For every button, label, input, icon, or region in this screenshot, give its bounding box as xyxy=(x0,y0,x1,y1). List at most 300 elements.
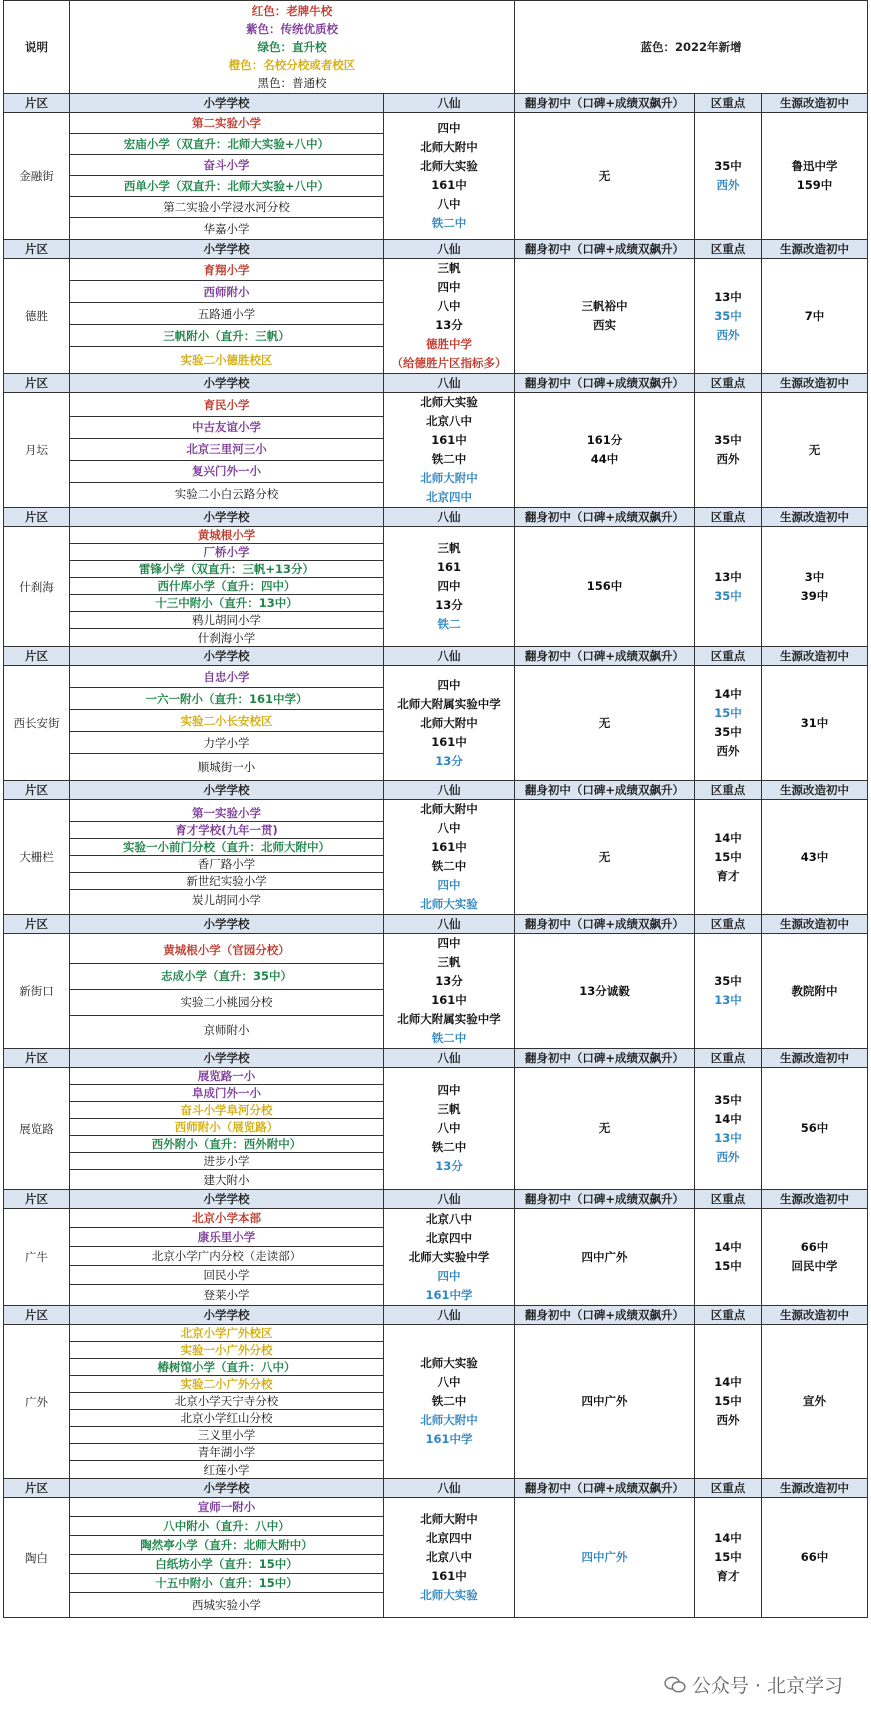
zhongdian-item: 35中 xyxy=(714,433,742,447)
gaizao-item: 回民中学 xyxy=(791,1259,838,1273)
school-item: 西师附小（展览路） xyxy=(70,1119,383,1136)
column-header: 片区 xyxy=(4,647,70,666)
gaizao-cell xyxy=(762,1209,868,1306)
school-item: 北京小学红山分校 xyxy=(70,1410,383,1427)
school-item: 顺城街一小 xyxy=(197,760,256,774)
baxian-item: 四中 xyxy=(437,677,461,692)
wechat-icon xyxy=(664,1676,686,1694)
zhongdian-item: 13中 xyxy=(714,993,742,1007)
column-header: 片区 xyxy=(4,781,70,800)
school-item: 实验一小前门分校（直升：北师大附中） xyxy=(70,839,383,856)
baxian-item: 161中 xyxy=(431,433,467,447)
district-name: 广外 xyxy=(4,1325,70,1479)
zhongdian-item: 14中 xyxy=(714,830,742,845)
school-item: 自忠小学 xyxy=(70,666,383,688)
gaizao-cell xyxy=(762,934,868,1049)
zhongdian-item: 育才 xyxy=(716,868,740,883)
zhongdian-item: 西外 xyxy=(716,1149,740,1164)
school-item: 第一实验小学 xyxy=(70,805,383,822)
baxian-item: 北京四中 xyxy=(426,1531,472,1545)
column-header: 区重点 xyxy=(695,915,762,934)
column-header: 八仙 xyxy=(384,1049,515,1068)
school-item: 实验二小长安校区 xyxy=(70,710,383,732)
column-header: 生源改造初中 xyxy=(762,915,868,934)
gaizao-item: 159中 xyxy=(796,178,833,192)
district-row xyxy=(4,1209,868,1306)
column-header: 八仙 xyxy=(384,508,515,527)
column-header: 八仙 xyxy=(384,1306,515,1325)
section-header-row xyxy=(4,94,868,113)
fanshen-item: 四中广外 xyxy=(581,1550,628,1564)
school-item: 阜成门外一小 xyxy=(70,1085,383,1102)
fanshen-cell xyxy=(515,1068,695,1190)
column-header: 区重点 xyxy=(695,1306,762,1325)
school-item: 新世纪实验小学 xyxy=(70,873,383,890)
column-header: 片区 xyxy=(4,1306,70,1325)
column-header: 翻身初中（口碑+成绩双飙升） xyxy=(515,1306,695,1325)
school-item: 西单小学（双直升：北师大实验+八中） xyxy=(70,176,383,197)
column-header: 片区 xyxy=(4,1479,70,1498)
baxian-cell xyxy=(384,527,515,647)
fanshen-item: 西实 xyxy=(593,318,616,332)
school-list xyxy=(70,934,384,1049)
gaizao-cell xyxy=(762,1068,868,1190)
column-header: 八仙 xyxy=(384,781,515,800)
school-item: 三义里小学 xyxy=(70,1427,383,1444)
gaizao-item: 7中 xyxy=(804,308,825,323)
baxian-item: 四中 xyxy=(437,936,461,950)
gaizao-item: 66中 xyxy=(800,1240,829,1254)
section-header-row xyxy=(4,915,868,934)
fanshen-cell xyxy=(515,934,695,1049)
column-header: 区重点 xyxy=(695,240,762,259)
gaizao-item: 鲁迅中学 xyxy=(791,159,838,173)
baxian-item: 北师大附属实验中学 xyxy=(397,1012,501,1026)
gaizao-cell xyxy=(762,393,868,508)
school-item: 奋斗小学阜河分校 xyxy=(70,1102,383,1119)
zhongdian-item: 15中 xyxy=(714,1394,742,1408)
fanshen-cell xyxy=(515,1209,695,1306)
column-header: 片区 xyxy=(4,915,70,934)
school-item: 育民小学 xyxy=(70,395,383,417)
column-header: 八仙 xyxy=(384,915,515,934)
column-header: 生源改造初中 xyxy=(762,1049,868,1068)
baxian-item: 四中 xyxy=(437,121,461,135)
school-list xyxy=(70,113,384,240)
school-item: 西外附小（直升：西外附中） xyxy=(70,1136,383,1153)
zhongdian-cell xyxy=(695,527,762,647)
legend-green: 绿色：直升校 xyxy=(257,40,327,54)
district-row xyxy=(4,1068,868,1190)
fanshen-cell xyxy=(515,1325,695,1479)
school-item: 十五中附小（直升：15中） xyxy=(70,1574,383,1593)
school-item: 实验二小德胜校区 xyxy=(180,353,273,367)
baxian-item: 13分 xyxy=(435,974,463,988)
school-item: 北京小学天宁寺分校 xyxy=(70,1393,383,1410)
baxian-item: 13分 xyxy=(435,753,463,768)
fanshen-item: 13分诚毅 xyxy=(579,983,630,998)
column-header: 区重点 xyxy=(695,647,762,666)
school-item: 实验二小广外分校 xyxy=(70,1376,383,1393)
school-list xyxy=(70,1498,384,1618)
zhongdian-item: 15中 xyxy=(714,706,742,720)
school-item: 展览路一小 xyxy=(70,1068,383,1085)
school-item: 北京小学本部 xyxy=(70,1209,383,1228)
column-header: 八仙 xyxy=(384,94,515,113)
district-row xyxy=(4,259,868,374)
baxian-item: 铁二中 xyxy=(431,1394,467,1408)
baxian-item: 北师大附属实验中学 xyxy=(397,696,501,711)
baxian-item: 161中 xyxy=(431,993,467,1007)
zhongdian-item: 35中 xyxy=(714,974,742,988)
school-item: 建大附小 xyxy=(203,1172,250,1187)
gaizao-item: 教院附中 xyxy=(791,983,838,998)
baxian-item: 北京八中 xyxy=(426,414,472,428)
school-district-table xyxy=(3,0,868,1618)
column-header: 生源改造初中 xyxy=(762,240,868,259)
zhongdian-item: 西外 xyxy=(716,327,740,342)
school-item: 复兴门外一小 xyxy=(70,461,383,483)
school-item: 北京三里河三小 xyxy=(70,439,383,461)
gaizao-item: 43中 xyxy=(800,849,829,864)
school-item: 进步小学 xyxy=(70,1153,383,1170)
baxian-item: 13分 xyxy=(435,598,463,612)
zhongdian-item: 15中 xyxy=(714,1259,742,1273)
gaizao-cell xyxy=(762,113,868,240)
column-header: 小学学校 xyxy=(70,915,384,934)
watermark xyxy=(664,1671,843,1698)
district-name: 大栅栏 xyxy=(4,800,70,915)
school-item: 雷锋小学（双直升：三帆+13分） xyxy=(70,561,383,578)
gaizao-item: 56中 xyxy=(800,1121,829,1135)
legend-lines xyxy=(70,1,515,94)
column-header: 生源改造初中 xyxy=(762,781,868,800)
baxian-item: 铁二中 xyxy=(431,859,467,873)
school-item: 炭儿胡同小学 xyxy=(192,892,261,907)
column-header: 翻身初中（口碑+成绩双飙升） xyxy=(515,1049,695,1068)
column-header: 八仙 xyxy=(384,1190,515,1209)
column-header: 小学学校 xyxy=(70,1306,384,1325)
baxian-item: 北师大附中 xyxy=(420,802,478,816)
school-item: 奋斗小学 xyxy=(70,155,383,176)
zhongdian-cell xyxy=(695,934,762,1049)
school-item: 京师附小 xyxy=(203,1023,250,1037)
column-header: 小学学校 xyxy=(70,94,384,113)
section-header-row xyxy=(4,781,868,800)
column-header: 翻身初中（口碑+成绩双飙升） xyxy=(515,240,695,259)
column-header: 翻身初中（口碑+成绩双飙升） xyxy=(515,781,695,800)
district-name: 广牛 xyxy=(4,1209,70,1306)
section-header-row xyxy=(4,647,868,666)
baxian-item: 四中 xyxy=(437,1268,461,1283)
gaizao-item: 66中 xyxy=(800,1550,829,1564)
column-header: 区重点 xyxy=(695,1049,762,1068)
column-header: 八仙 xyxy=(384,647,515,666)
baxian-item: 161中学 xyxy=(425,1432,473,1446)
baxian-item: 八中 xyxy=(437,1375,461,1389)
school-item: 实验二小白云路分校 xyxy=(174,487,279,501)
zhongdian-item: 西外 xyxy=(716,1413,740,1427)
school-item: 椿树馆小学（直升：八中） xyxy=(70,1359,383,1376)
zhongdian-item: 13中 xyxy=(714,289,742,304)
zhongdian-item: 14中 xyxy=(714,687,742,701)
school-item: 西什库小学（直升：四中） xyxy=(70,578,383,595)
school-item: 五路通小学 xyxy=(70,303,383,325)
column-header: 生源改造初中 xyxy=(762,374,868,393)
school-item: 八中附小（直升：八中） xyxy=(70,1517,383,1536)
column-header: 区重点 xyxy=(695,508,762,527)
baxian-item: 161 xyxy=(436,560,461,574)
column-header: 小学学校 xyxy=(70,240,384,259)
zhongdian-item: 35中 xyxy=(714,159,742,173)
baxian-item: 铁二 xyxy=(437,617,461,631)
baxian-cell xyxy=(384,259,515,374)
school-item: 康乐里小学 xyxy=(70,1228,383,1247)
school-item: 什刹海小学 xyxy=(197,630,256,645)
school-list xyxy=(70,527,384,647)
gaizao-item: 31中 xyxy=(800,715,829,730)
baxian-item: （给德胜片区指标多） xyxy=(391,356,507,370)
zhongdian-item: 西外 xyxy=(716,178,740,192)
baxian-item: 北师大附中 xyxy=(420,140,478,154)
school-item: 实验一小广外分校 xyxy=(70,1342,383,1359)
baxian-cell xyxy=(384,1209,515,1306)
fanshen-item: 161分 xyxy=(586,433,623,447)
baxian-item: 北师大实验中学 xyxy=(408,1249,490,1264)
column-header: 区重点 xyxy=(695,781,762,800)
district-name: 德胜 xyxy=(4,259,70,374)
column-header: 生源改造初中 xyxy=(762,1479,868,1498)
school-item: 华嘉小学 xyxy=(203,221,250,236)
gaizao-cell xyxy=(762,666,868,781)
baxian-cell xyxy=(384,1068,515,1190)
baxian-cell xyxy=(384,393,515,508)
baxian-item: 北师大实验 xyxy=(420,1356,478,1370)
school-list xyxy=(70,800,384,915)
baxian-item: 北师大实验 xyxy=(420,159,478,173)
column-header: 翻身初中（口碑+成绩双飙升） xyxy=(515,647,695,666)
fanshen-cell xyxy=(515,527,695,647)
district-row xyxy=(4,113,868,240)
zhongdian-cell xyxy=(695,393,762,508)
fanshen-cell xyxy=(515,113,695,240)
section-header-row xyxy=(4,374,868,393)
column-header: 翻身初中（口碑+成绩双飙升） xyxy=(515,94,695,113)
school-item: 陶然亭小学（直升：北师大附中） xyxy=(70,1536,383,1555)
school-item: 登莱小学 xyxy=(203,1288,250,1302)
baxian-item: 161中 xyxy=(431,734,467,749)
section-header-row xyxy=(4,1306,868,1325)
section-header-row xyxy=(4,508,868,527)
school-list xyxy=(70,1209,384,1306)
legend-row xyxy=(4,1,868,94)
baxian-item: 北京四中 xyxy=(426,490,472,504)
gaizao-item: 宣外 xyxy=(803,1394,826,1408)
baxian-item: 四中 xyxy=(437,280,461,294)
school-item: 三帆附小（直升：三帆） xyxy=(70,325,383,347)
school-item: 育才学校(九年一贯) xyxy=(70,822,383,839)
district-name: 展览路 xyxy=(4,1068,70,1190)
zhongdian-item: 35中 xyxy=(714,1092,742,1107)
district-name: 金融街 xyxy=(4,113,70,240)
zhongdian-cell xyxy=(695,800,762,915)
baxian-cell xyxy=(384,800,515,915)
column-header: 区重点 xyxy=(695,1479,762,1498)
zhongdian-item: 35中 xyxy=(714,725,742,739)
gaizao-cell xyxy=(762,800,868,915)
fanshen-cell xyxy=(515,393,695,508)
zhongdian-item: 35中 xyxy=(714,308,742,323)
gaizao-item: 3中 xyxy=(804,569,825,584)
baxian-item: 161中 xyxy=(431,840,467,854)
column-header: 小学学校 xyxy=(70,374,384,393)
baxian-cell xyxy=(384,666,515,781)
baxian-item: 四中 xyxy=(437,1083,461,1097)
fanshen-cell xyxy=(515,800,695,915)
zhongdian-item: 西外 xyxy=(716,744,740,758)
column-header: 生源改造初中 xyxy=(762,1190,868,1209)
legend-purple: 紫色：传统优质校 xyxy=(246,22,338,36)
baxian-cell xyxy=(384,1325,515,1479)
column-header: 片区 xyxy=(4,94,70,113)
watermark-text: 公众号 · 北京学习 xyxy=(691,1675,843,1697)
zhongdian-item: 西外 xyxy=(716,452,740,466)
school-list xyxy=(70,1068,384,1190)
school-list xyxy=(70,1325,384,1479)
column-header: 小学学校 xyxy=(70,1190,384,1209)
zhongdian-item: 15中 xyxy=(714,1550,742,1564)
baxian-item: 北师大实验 xyxy=(420,1588,478,1602)
legend-new-note: 蓝色：2022年新增 xyxy=(515,1,868,94)
school-item: 志成小学（直升：35中） xyxy=(70,964,383,990)
school-item: 北京小学广内分校（走读部） xyxy=(70,1247,383,1266)
gaizao-cell xyxy=(762,527,868,647)
column-header: 八仙 xyxy=(384,1479,515,1498)
school-list xyxy=(70,393,384,508)
school-item: 回民小学 xyxy=(70,1266,383,1285)
column-header: 生源改造初中 xyxy=(762,1306,868,1325)
baxian-item: 161中 xyxy=(431,178,467,192)
baxian-item: 铁二中 xyxy=(431,1031,467,1045)
zhongdian-item: 15中 xyxy=(714,849,742,864)
baxian-cell xyxy=(384,1498,515,1618)
baxian-item: 三帆 xyxy=(437,1102,461,1116)
legend-label: 说明 xyxy=(4,1,70,94)
gaizao-cell xyxy=(762,1498,868,1618)
zhongdian-cell xyxy=(695,1068,762,1190)
fanshen-item: 无 xyxy=(598,849,611,864)
column-header: 小学学校 xyxy=(70,647,384,666)
fanshen-cell xyxy=(515,666,695,781)
school-item: 白纸坊小学（直升：15中） xyxy=(70,1555,383,1574)
column-header: 翻身初中（口碑+成绩双飙升） xyxy=(515,1479,695,1498)
baxian-item: 北京八中 xyxy=(426,1211,472,1226)
baxian-item: 八中 xyxy=(437,821,461,835)
district-row xyxy=(4,934,868,1049)
fanshen-cell xyxy=(515,1498,695,1618)
zhongdian-item: 14中 xyxy=(714,1240,742,1254)
fanshen-item: 无 xyxy=(598,1121,611,1135)
baxian-item: 三帆 xyxy=(437,261,461,275)
baxian-item: 四中 xyxy=(437,878,461,892)
column-header: 片区 xyxy=(4,374,70,393)
baxian-item: 铁二中 xyxy=(431,1140,467,1154)
school-item: 黄城根小学（官园分校） xyxy=(70,938,383,964)
baxian-item: 北京四中 xyxy=(426,1230,472,1245)
fanshen-item: 无 xyxy=(598,168,611,183)
fanshen-item: 156中 xyxy=(586,579,623,593)
baxian-item: 三帆 xyxy=(437,955,461,969)
school-item: 香厂路小学 xyxy=(70,856,383,873)
baxian-cell xyxy=(384,934,515,1049)
district-row xyxy=(4,1498,868,1618)
gaizao-cell xyxy=(762,1325,868,1479)
gaizao-item: 无 xyxy=(808,442,821,457)
fanshen-item: 无 xyxy=(598,715,611,730)
baxian-item: 德胜中学 xyxy=(426,337,472,351)
baxian-item: 八中 xyxy=(437,1121,461,1135)
baxian-item: 三帆 xyxy=(437,541,461,555)
column-header: 八仙 xyxy=(384,374,515,393)
column-header: 片区 xyxy=(4,240,70,259)
gaizao-item: 39中 xyxy=(800,588,829,603)
district-name: 新街口 xyxy=(4,934,70,1049)
school-list xyxy=(70,259,384,374)
zhongdian-cell xyxy=(695,666,762,781)
baxian-item: 八中 xyxy=(437,299,461,313)
section-header-row xyxy=(4,1049,868,1068)
fanshen-item: 四中广外 xyxy=(581,1394,628,1408)
baxian-item: 北师大附中 xyxy=(420,471,478,485)
column-header: 生源改造初中 xyxy=(762,94,868,113)
baxian-item: 四中 xyxy=(437,579,461,593)
baxian-item: 八中 xyxy=(437,197,461,211)
zhongdian-item: 13中 xyxy=(714,1130,742,1145)
school-item: 第二实验小学浸水河分校 xyxy=(70,197,383,218)
baxian-cell xyxy=(384,113,515,240)
school-item: 中古友谊小学 xyxy=(70,417,383,439)
baxian-item: 13分 xyxy=(435,318,463,332)
column-header: 翻身初中（口碑+成绩双飙升） xyxy=(515,1190,695,1209)
district-row xyxy=(4,800,868,915)
zhongdian-cell xyxy=(695,1209,762,1306)
school-item: 力学小学 xyxy=(70,732,383,754)
school-item: 鸦儿胡同小学 xyxy=(70,612,383,629)
district-row xyxy=(4,666,868,781)
zhongdian-item: 35中 xyxy=(714,588,742,603)
column-header: 八仙 xyxy=(384,240,515,259)
column-header: 片区 xyxy=(4,508,70,527)
legend-black: 黑色：普通校 xyxy=(257,76,327,90)
school-item: 十三中附小（直升：13中） xyxy=(70,595,383,612)
school-item: 实验二小桃园分校 xyxy=(70,990,383,1016)
school-item: 宣师一附小 xyxy=(70,1498,383,1517)
district-name: 陶白 xyxy=(4,1498,70,1618)
fanshen-item: 三帆裕中 xyxy=(581,299,628,313)
column-header: 生源改造初中 xyxy=(762,647,868,666)
column-header: 小学学校 xyxy=(70,1479,384,1498)
baxian-item: 北师大实验 xyxy=(420,395,478,409)
zhongdian-item: 14中 xyxy=(714,1531,742,1545)
district-name: 西长安街 xyxy=(4,666,70,781)
baxian-item: 北师大附中 xyxy=(420,1512,478,1526)
column-header: 生源改造初中 xyxy=(762,508,868,527)
district-row xyxy=(4,1325,868,1479)
school-item: 一六一附小（直升：161中学） xyxy=(70,688,383,710)
school-item: 宏庙小学（双直升：北师大实验+八中） xyxy=(70,134,383,155)
column-header: 区重点 xyxy=(695,1190,762,1209)
district-row xyxy=(4,393,868,508)
